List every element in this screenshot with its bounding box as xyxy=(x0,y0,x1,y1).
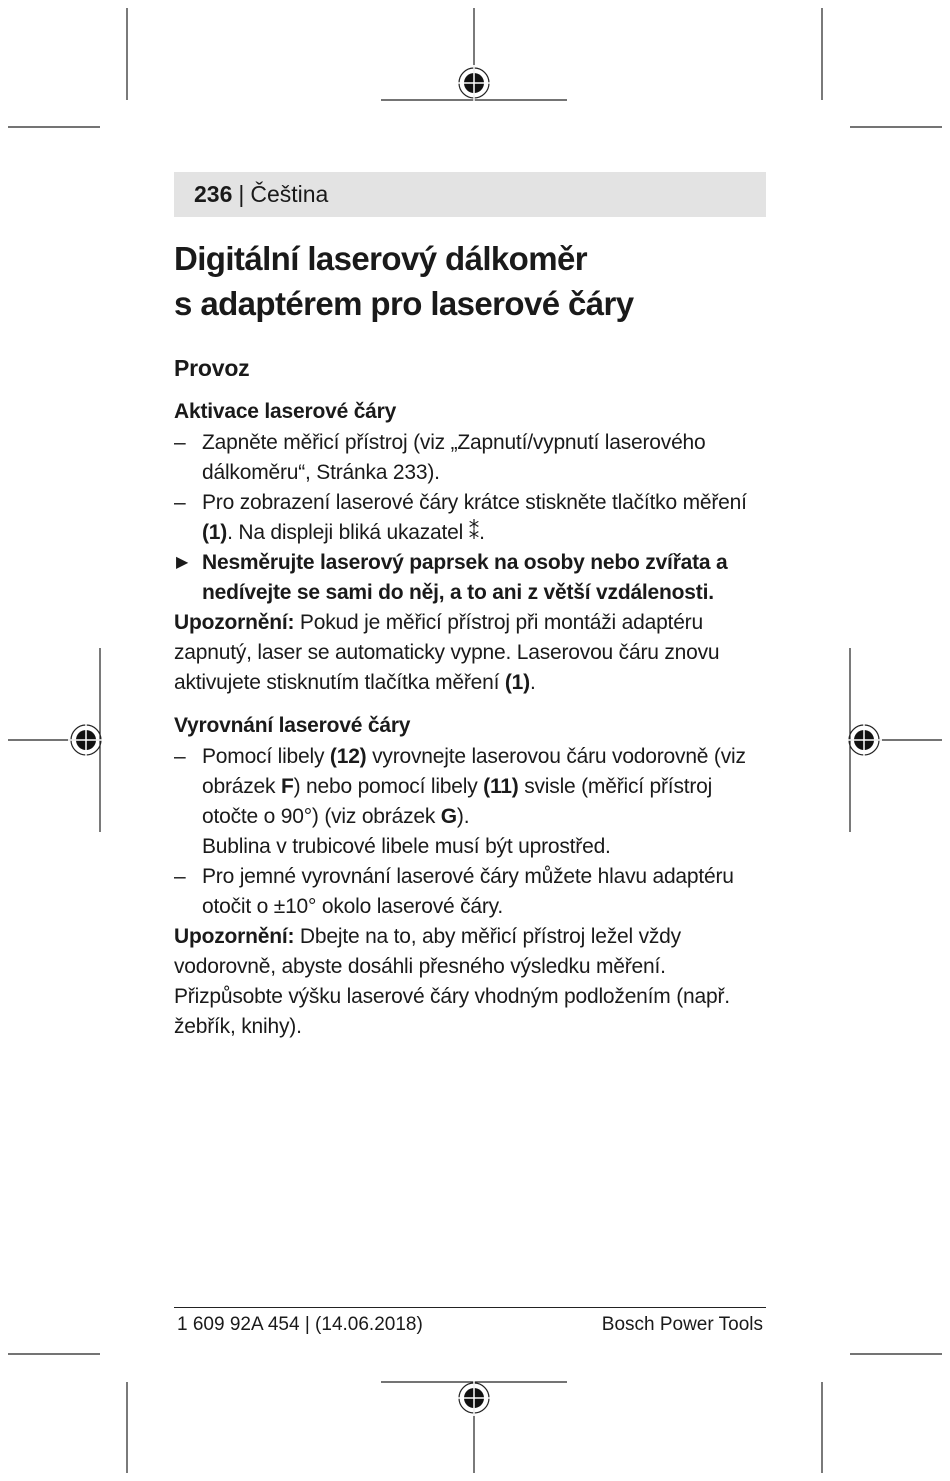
dash-marker: – xyxy=(174,491,186,514)
laser-indicator-icon: ⁑ xyxy=(468,521,480,544)
registration-target-right xyxy=(846,722,882,758)
list-item xyxy=(174,862,766,922)
list-item xyxy=(174,488,766,548)
page-title-line2: s adaptérem pro laserové čáry xyxy=(174,285,634,322)
list-item-text: ). xyxy=(456,805,470,828)
footer-brand: Bosch Power Tools xyxy=(601,1314,763,1335)
activation-steps xyxy=(174,428,766,548)
note-text: Dbejte na to, aby měřicí přístroj ležel vždy vodorovně, abyste dosáhli přesného výsledku měření. Přizpůsobte výšku laserové čáry vhodným podložením (např. žebřík, knihy). xyxy=(174,925,730,1038)
registration-target-top xyxy=(456,65,492,101)
level-ref-11: (11) xyxy=(483,775,519,798)
figure-ref-g: G xyxy=(440,805,457,828)
note-alignment xyxy=(174,922,766,1042)
header-language: Čeština xyxy=(250,181,329,207)
list-item-text: . xyxy=(479,521,485,544)
list-item-text: Zapněte měřicí přístroj (viz „Zapnutí/vypnutí laserového dálkoměru“, Stránka 233). xyxy=(202,431,706,484)
dash-marker: – xyxy=(174,865,186,888)
subsection-heading-alignment: Vyrovnání laserové čáry xyxy=(174,714,411,737)
list-item xyxy=(174,428,766,488)
safety-warning-text: Nesměrujte laserový paprsek na osoby nebo zvířata a nedívejte se sami do něj, a to ani z větší vzdálenosti. xyxy=(202,551,728,604)
section-heading-provoz: Provoz xyxy=(174,355,250,381)
page-title xyxy=(174,236,766,326)
page-number: 236 xyxy=(194,181,233,207)
note-label: Upozornění: xyxy=(174,925,295,948)
list-item-text: Pro zobrazení laserové čáry krátce stiskněte tlačítko měření xyxy=(202,491,747,514)
list-item-text-line2: Bublina v trubicové libele musí být uprostřed. xyxy=(202,835,611,858)
dash-marker: – xyxy=(174,431,186,454)
list-item-text: svisle (měřicí přístroj otočte o 90°) (viz obrázek xyxy=(202,775,713,828)
list-item-text: Pomocí libely xyxy=(202,745,330,768)
list-item-text: ) nebo pomocí libely xyxy=(293,775,484,798)
note-label: Upozornění: xyxy=(174,611,295,634)
dash-marker: – xyxy=(174,745,186,768)
note-text: Pokud je měřicí přístroj při montáži adaptéru zapnutý, laser se automaticky vypne. Laserovou čáru znovu aktivujete stisknutím tlačítka měření xyxy=(174,611,720,694)
list-item-text: Pro jemné vyrovnání laserové čáry můžete hlavu adaptéru otočit o ±10° okolo laserové čáry. xyxy=(202,865,734,918)
page-footer xyxy=(174,1307,766,1336)
registration-target-bottom xyxy=(456,1380,492,1416)
note-activation xyxy=(174,608,766,698)
figure-ref-f: F xyxy=(280,775,294,798)
note-text-end: . xyxy=(529,671,536,694)
list-item-text: . Na displeji bliká ukazatel xyxy=(227,521,469,544)
safety-warning xyxy=(174,548,766,608)
list-item-text: vyrovnejte laserovou čáru vodorovně (viz obrázek xyxy=(202,745,746,798)
header-separator: | xyxy=(238,181,245,207)
measure-button-ref: (1) xyxy=(202,521,228,544)
warning-triangle-icon: ▶ xyxy=(176,554,189,571)
registration-target-left xyxy=(68,722,104,758)
header-text xyxy=(174,181,328,208)
main-content xyxy=(174,236,766,1042)
alignment-steps xyxy=(174,742,766,922)
page-title-line1: Digitální laserový dálkoměr xyxy=(174,240,587,277)
list-item xyxy=(174,742,766,862)
measure-button-ref: (1) xyxy=(504,671,530,694)
footer-doc-id: 1 609 92A 454 | (14.06.2018) xyxy=(177,1314,423,1335)
page-header xyxy=(174,172,766,217)
level-ref-12: (12) xyxy=(329,745,367,768)
subsection-heading-activation: Aktivace laserové čáry xyxy=(174,400,397,423)
